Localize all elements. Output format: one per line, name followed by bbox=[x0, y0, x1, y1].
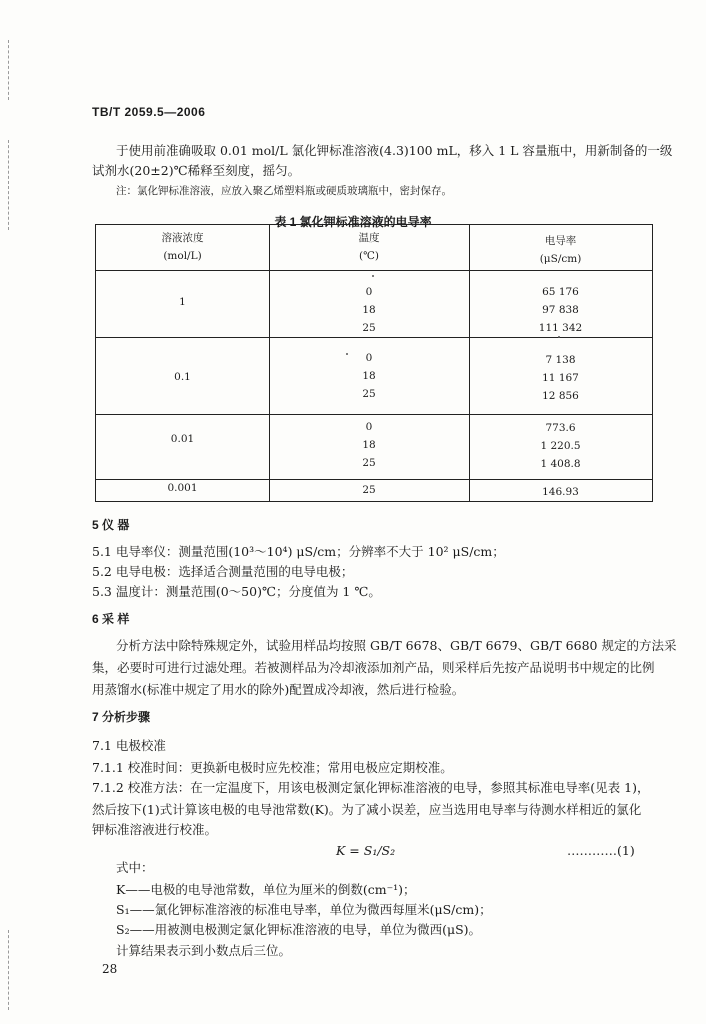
standard-number: TB/T 2059.5—2006 bbox=[92, 105, 206, 119]
section-item: 7.1.1 校准时间：更换新电极时应先校准；常用电极应定期校准。 bbox=[92, 760, 453, 775]
table-conductivity-cell: 773.6 1 220.5 1 408.8 bbox=[540, 422, 581, 470]
section-item: 5.3 温度计：测量范围(0～50)℃；分度值为 1 ℃。 bbox=[92, 584, 381, 599]
table-concentration-cell: 0.01 bbox=[170, 433, 195, 445]
conductivity-table bbox=[95, 224, 653, 502]
paragraph-line: 7.1.2 校准方法：在一定温度下，用该电极测定氯化钾标准溶液的电导，参照其标准电导率(见表 1)， bbox=[92, 780, 650, 795]
section-heading: 6 采 样 bbox=[92, 612, 130, 626]
definition-line: S₁——氯化钾标准溶液的标准电导率，单位为微西每厘米(μS/cm)； bbox=[116, 902, 492, 917]
table-temperature-cell: 25 bbox=[362, 484, 376, 496]
scan-edge-mark bbox=[8, 930, 9, 1010]
paragraph-line: 集，必要时可进行过滤处理。若被测样品为冷却液添加剂产品，则采样后先按产品说明书中规定的比例 bbox=[92, 660, 655, 675]
table-header-cell: 温度 (℃) bbox=[358, 232, 380, 262]
paragraph-line: 分析方法中除特殊规定外，试验用样品均按照 GB/T 6678、GB/T 6679、GB/T 6680 规定的方法采 bbox=[116, 638, 677, 653]
table-concentration-cell: 1 bbox=[179, 296, 186, 308]
table-caption: 表 1 氯化钾标准溶液的电导率 bbox=[274, 215, 432, 229]
formula-number: …………(1) bbox=[567, 843, 635, 858]
table-row-divider bbox=[96, 337, 652, 338]
definition-line: K——电极的电导池常数，单位为厘米的倒数(cm⁻¹)； bbox=[116, 882, 416, 897]
intro-note: 注：氯化钾标准溶液，应放入聚乙烯塑料瓶或硬质玻璃瓶中，密封保存。 bbox=[116, 185, 452, 197]
section-item: 5.1 电导率仪：测量范围(10³～10⁴) μS/cm；分辨率不大于 10² μS/cm； bbox=[92, 544, 505, 559]
subsection-heading: 7.1 电极校准 bbox=[92, 738, 166, 753]
paragraph-line: 钾标准溶液进行校准。 bbox=[92, 822, 218, 837]
paragraph-line: 用蒸馏水(标准中规定了用水的除外)配置成冷却液，然后进行检验。 bbox=[92, 682, 465, 697]
table-temperature-cell: 0 18 25 bbox=[362, 286, 376, 334]
table-row-divider bbox=[96, 270, 652, 271]
formula: K = S₁/S₂ bbox=[336, 843, 396, 858]
table-conductivity-cell: 146.93 bbox=[542, 486, 579, 498]
definition-line: S₂——用被测电极测定氯化钾标准溶液的电导，单位为微西(μS)。 bbox=[116, 922, 482, 937]
page-number: 28 bbox=[102, 962, 118, 976]
where-label: 式中： bbox=[116, 860, 154, 875]
table-concentration-cell: 0.001 bbox=[167, 482, 198, 494]
table-header-cell: 电导率 (μS/cm) bbox=[539, 235, 582, 265]
scan-edge-mark bbox=[8, 40, 9, 100]
table-concentration-cell: 0.1 bbox=[174, 371, 191, 383]
table-conductivity-cell: 65 176 97 838 111 342 bbox=[538, 286, 583, 334]
result-note: 计算结果表示到小数点后三位。 bbox=[116, 943, 292, 958]
table-conductivity-cell: 7 138 11 167 12 856 bbox=[542, 354, 579, 402]
table-temperature-cell: 0 18 25 bbox=[362, 421, 376, 469]
table-header-cell: 溶液浓度 (mol/L) bbox=[161, 232, 204, 262]
table-temperature-cell: 0 18 25 bbox=[362, 352, 376, 400]
intro-line: 于使用前准确吸取 0.01 mol/L 氯化钾标准溶液(4.3)100 mL，移入 1 L 容量瓶中，用新制备的一级 bbox=[116, 143, 673, 158]
intro-line: 试剂水(20±2)℃稀释至刻度，摇匀。 bbox=[92, 163, 301, 178]
paragraph-line: 然后按下(1)式计算该电极的电导池常数(K)。为了减小误差，应当选用电导率与待测水样相近的氯化 bbox=[92, 802, 642, 817]
section-heading: 7 分析步骤 bbox=[92, 710, 151, 724]
table-row-divider bbox=[96, 414, 652, 415]
section-heading: 5 仪 器 bbox=[92, 518, 130, 532]
scan-speck bbox=[372, 275, 374, 277]
section-item: 5.2 电导电极：选择适合测量范围的电导电极； bbox=[92, 564, 354, 579]
